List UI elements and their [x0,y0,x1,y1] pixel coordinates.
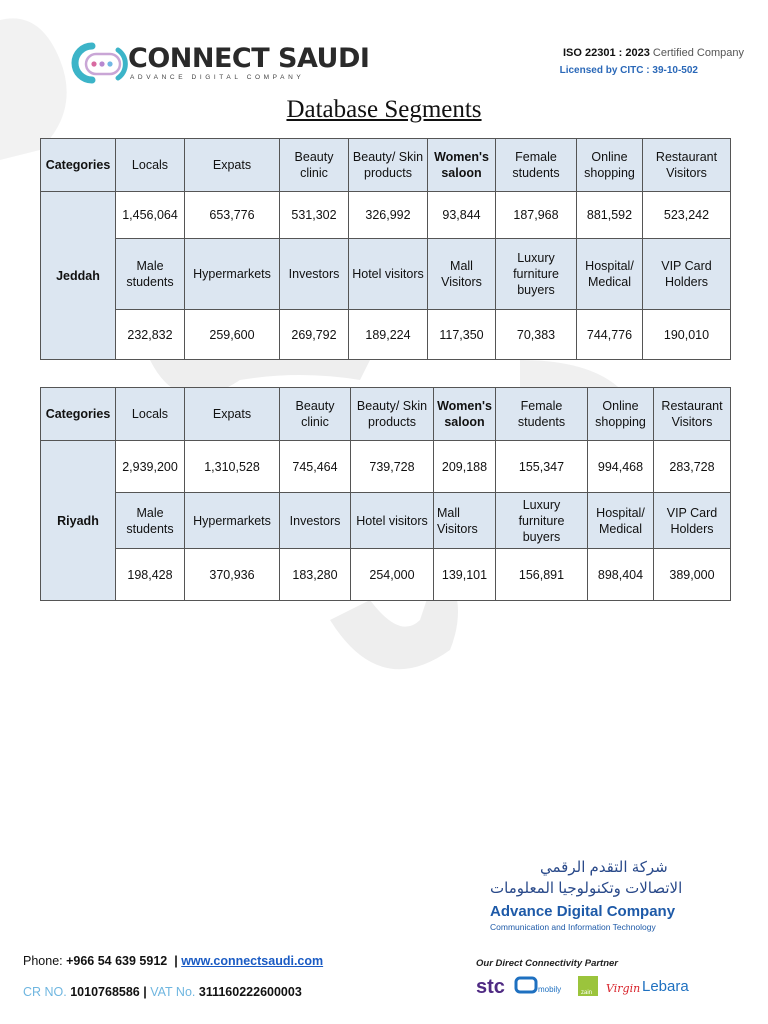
value-cell: 259,600 [185,310,280,360]
header-cell: Online shopping [588,388,654,441]
phone-number: +966 54 639 5912 [66,954,168,968]
header-cell: Investors [280,239,349,310]
header-cell: Mall Visitors [428,239,496,310]
value-cell: 183,280 [280,549,351,601]
riyadh-table [40,387,731,601]
value-cell: 117,350 [428,310,496,360]
value-cell: 744,776 [577,310,643,360]
header-cell: Mall Visitors [434,493,496,549]
value-cell: 283,728 [654,441,731,493]
header-cell: Beauty/ Skin products [349,139,428,192]
mobily-logo-icon [516,978,536,992]
value-cell: 745,464 [280,441,351,493]
iso-certification [563,47,744,59]
table-row [41,239,731,310]
header-cell: Male students [116,239,185,310]
table-row [41,192,731,239]
vat-label: VAT No. [150,985,196,999]
table-row [41,441,731,493]
header-cell: Female students [496,139,577,192]
vat-number: 311160222600003 [198,985,302,999]
header-cell: Hotel visitors [349,239,428,310]
header-cell: Hypermarkets [185,493,280,549]
brand-subtitle: ADVANCE DIGITAL COMPANY [130,74,305,81]
table-row [41,549,731,601]
header-cell: Beauty clinic [280,139,349,192]
value-cell: 389,000 [654,549,731,601]
arabic-company-name: شركة التقدم الرقمي [540,859,668,876]
table-header-row [41,139,731,192]
header-cell: Restaurant Visitors [643,139,731,192]
header-cell: Beauty clinic [280,388,351,441]
header-cell: Hospital/ Medical [577,239,643,310]
value-cell: 139,101 [434,549,496,601]
header-cell: Luxury furniture buyers [496,493,588,549]
zain-logo: zain [581,990,593,996]
registration-line: CR NO. 1010768586 | VAT No. 311160222600003 [23,985,302,999]
page-title: Database Segments [286,96,482,123]
value-cell: 155,347 [496,441,588,493]
license-text: Licensed by CITC : 39-10-502 [559,65,698,76]
phone-label: Phone: [23,954,67,968]
website-link[interactable]: www.connectsaudi.com [181,954,324,968]
city-label: Jeddah [41,192,116,360]
stc-logo: stc [476,976,505,998]
jeddah-table [40,138,731,360]
header-cell: Expats [185,139,280,192]
value-cell: 269,792 [280,310,349,360]
table-row [41,493,731,549]
header-cell: Locals [116,388,185,441]
value-cell: 190,010 [643,310,731,360]
value-cell: 198,428 [116,549,185,601]
value-cell: 1,456,064 [116,192,185,239]
table-row [41,310,731,360]
header-cell: Locals [116,139,185,192]
value-cell: 881,592 [577,192,643,239]
value-cell: 93,844 [428,192,496,239]
value-cell: 209,188 [434,441,496,493]
cr-number: 1010768586 [70,985,140,999]
header-cell: Female students [496,388,588,441]
value-cell: 898,404 [588,549,654,601]
header-cell: Hypermarkets [185,239,280,310]
header-cell: Luxury furniture buyers [496,239,577,310]
mobily-logo: mobily [538,985,562,994]
virgin-logo: Virgin [606,982,641,995]
value-cell: 189,224 [349,310,428,360]
brand-name: CONNECT SAUDI [128,43,370,74]
header-cell: Restaurant Visitors [654,388,731,441]
iso-certified-text: Certified Company [649,47,744,59]
lebara-logo: Lebara [642,978,689,995]
iso-standard: ISO 22301 : 2023 [563,47,650,59]
value-cell: 653,776 [185,192,280,239]
header-cell: Male students [116,493,185,549]
value-cell: 739,728 [351,441,434,493]
value-cell: 523,242 [643,192,731,239]
header-cell: Online shopping [577,139,643,192]
value-cell: 2,939,200 [116,441,185,493]
city-label: Riyadh [41,441,116,601]
partner-logos [474,970,704,1002]
company-name: Advance Digital Company [490,903,676,920]
header-cell: VIP Card Holders [654,493,731,549]
value-cell: 156,891 [496,549,588,601]
header-cell: Investors [280,493,351,549]
arabic-company-tagline: الاتصالات وتكنولوجيا المعلومات [490,880,683,897]
value-cell: 994,468 [588,441,654,493]
header-cell: Women's saloon [428,139,496,192]
partner-label: Our Direct Connectivity Partner [476,958,619,969]
header-cell: VIP Card Holders [643,239,731,310]
header-cell: Hospital/ Medical [588,493,654,549]
header-cell: Expats [185,388,280,441]
value-cell: 370,936 [185,549,280,601]
value-cell: 70,383 [496,310,577,360]
cr-label: CR NO. [23,985,67,999]
value-cell: 254,000 [351,549,434,601]
categories-header: Categories [41,139,116,192]
categories-header: Categories [41,388,116,441]
value-cell: 232,832 [116,310,185,360]
value-cell: 326,992 [349,192,428,239]
value-cell: 531,302 [280,192,349,239]
contact-phone: Phone: +966 54 639 5912 | www.connectsaudi.com [23,954,324,968]
header-cell: Hotel visitors [351,493,434,549]
company-tagline: Communication and Information Technology [490,922,656,932]
value-cell: 1,310,528 [185,441,280,493]
value-cell: 187,968 [496,192,577,239]
header-cell: Women's saloon [434,388,496,441]
header-cell: Beauty/ Skin products [351,388,434,441]
table-header-row [41,388,731,441]
